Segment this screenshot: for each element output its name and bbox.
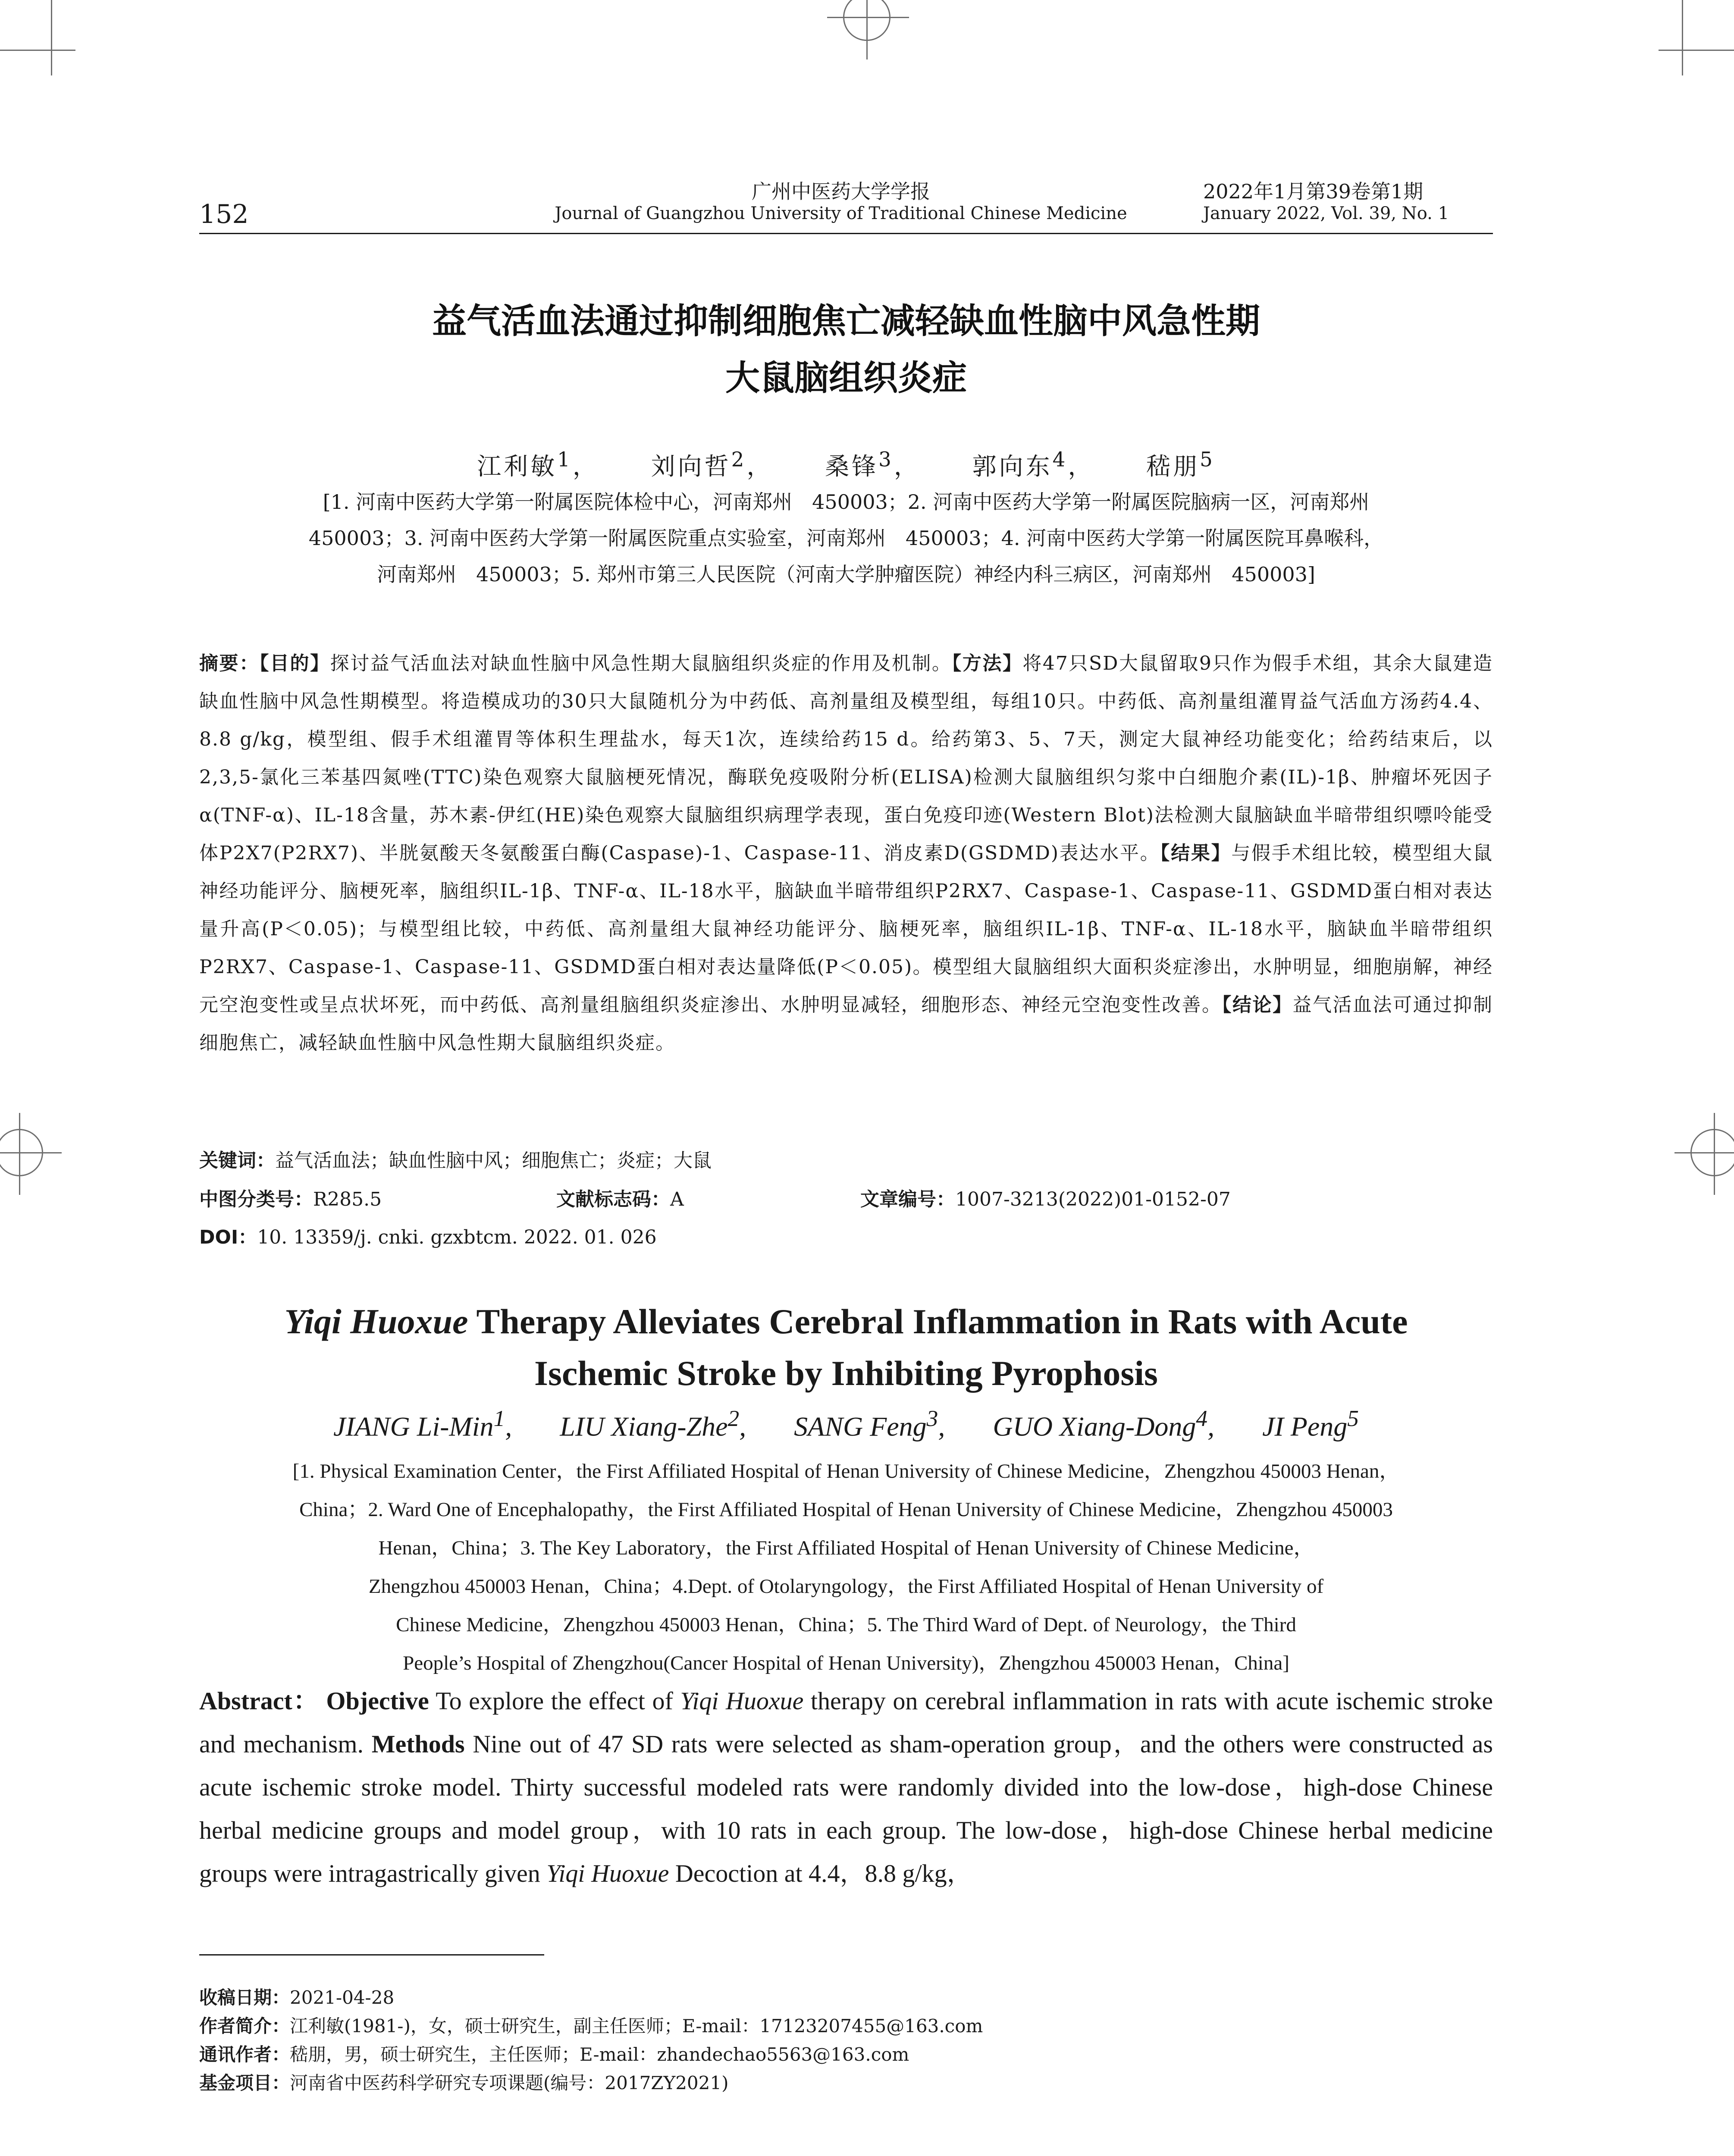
footnote-rule (199, 1954, 544, 1955)
footnotes (199, 1984, 1493, 2097)
footnote-text: 江利敏(1981-)，女，硕士研究生，副主任医师；E-mail：17123207455@163.com (290, 2015, 983, 2037)
methods-en-italic: Yiqi Huoxue (546, 1859, 669, 1887)
affiliation-line-en: Chinese Medicine，Zhengzhou 450003 Henan，China；5. The Third Ward of Dept. of Neurology，the Third (396, 1614, 1296, 1636)
author-name: 郭向东 (972, 453, 1053, 481)
title-cn-line1: 益气活血法通过抑制细胞焦亡减轻缺血性脑中风急性期 (432, 301, 1260, 341)
affiliation-line-en: Zhengzhou 450003 Henan，China；4.Dept. of Otolaryngology，the First Affiliated Hospital of Henan University of (368, 1575, 1324, 1598)
title-en-line1 (199, 1301, 1493, 1342)
registration-mark-left (0, 1129, 43, 1176)
crop-mark (1682, 0, 1683, 75)
author-name-en: SANG Feng (794, 1411, 927, 1442)
footnote-text: 2021-04-28 (290, 1987, 395, 2008)
affiliations-cn (199, 484, 1493, 592)
affiliation-line: 450003；3. 河南中医药大学第一附属医院重点实验室，河南郑州 450003；4. 河南中医药大学第一附属医院耳鼻喉科， (308, 526, 1384, 550)
page-number: 152 (199, 199, 249, 229)
registration-mark-top (843, 0, 891, 41)
author-name-en: GUO Xiang-Dong (993, 1411, 1196, 1442)
author-name-en: LIU Xiang-Zhe (560, 1411, 728, 1442)
title-cn-line2: 大鼠脑组织炎症 (725, 358, 967, 398)
footnote-received (199, 1984, 1493, 2012)
doi (199, 1222, 1493, 1249)
keywords-label: 关键词： (199, 1150, 275, 1172)
footnote-funding (199, 2069, 1493, 2097)
affiliations-en (199, 1452, 1493, 1683)
affiliation-line: [1. 河南中医药大学第一附属医院体检中心，河南郑州 450003；2. 河南中医药大学第一附属医院脑病一区，河南郑州 (323, 490, 1370, 514)
footnote-text: 嵇朋，男，硕士研究生，主任医师；E-mail：zhandechao5563@163.com (290, 2044, 909, 2065)
doc-code-label: 文献标志码： (556, 1188, 670, 1210)
affiliation-line-en: China；2. Ward One of Encephalopathy，the First Affiliated Hospital of Henan University of Chinese Medicine，Zhengzhou 450003 (299, 1498, 1393, 1521)
abstract-cn (199, 645, 1493, 1062)
crop-mark (1659, 50, 1734, 51)
authors-en: JIANG Li-Min$^1$, LIU Xiang-Zhe$^2$, SANG Feng$^3$, GUO Xiang-Dong$^4$, JI Peng$^5$ (333, 1405, 1359, 1442)
author-sup: 4 (1196, 1405, 1208, 1431)
issue-info-en: January 2022, Vol. 39, No. 1 (1203, 204, 1449, 223)
author-sup: 3 (926, 1405, 938, 1431)
doc-code-value: A (670, 1188, 684, 1210)
title-en-italic: Yiqi Huoxue (284, 1302, 468, 1341)
author-sup: 3 (878, 448, 894, 472)
methods-en-text: Nine out of 47 SD rats were selected as sham-operation group，and the others were constructed as acute ischemic stroke model. Thirty successful modeled rats were randomly divided into the low-dose，high-dose Chinese herbal medicine groups and model group，with 10 rats in each group. The low-dose，high-dose Chinese herbal medicine groups were intragastrically given (199, 1730, 1493, 1887)
document-code (556, 1184, 901, 1211)
footnote-author-bio (199, 2012, 1493, 2040)
author-name-en: JI Peng (1262, 1411, 1348, 1442)
footnote-label: 基金项目： (199, 2072, 290, 2093)
affiliation-line-en: People’s Hospital of Zhengzhou(Cancer Hospital of Henan University)，Zhengzhou 450003 Henan，China] (403, 1652, 1289, 1674)
footnote-text: 河南省中医药科学研究专项课题(编号：2017ZY2021) (290, 2072, 729, 2093)
keywords (199, 1145, 1493, 1172)
author-sup: 2 (731, 448, 747, 472)
author-name: 嵇朋 (1146, 453, 1200, 481)
abstract-label: 摘要： (199, 652, 260, 674)
journal-name-cn: 广州中医药大学学报 (752, 180, 930, 203)
author-sup: 1 (557, 448, 573, 472)
registration-mark-right (1690, 1129, 1734, 1176)
affiliation-line-en: Henan，China；3. The Key Laboratory，the First Affiliated Hospital of Henan University of Chinese Medicine， (378, 1537, 1314, 1559)
methods-text: 将47只SD大鼠留取9只作为假手术组，其余大鼠建造缺血性脑中风急性期模型。将造模成功的30只大鼠随机分为中药低、高剂量组及模型组，每组10只。中药低、高剂量组灌胃益气活血方汤药4.4、8.8 g/kg，模型组、假手术组灌胃等体积生理盐水，每天1次，连续给药15 d。给药第3、5、7天，测定大鼠神经功能变化；给药结束后，以2,3,5-氯化三苯基四氮唑(TTC)染色观察大鼠脑梗死情况，酶联免疫吸附分析(ELISA)检测大鼠脑组织匀浆中白细胞介素(IL)-1β、肿瘤坏死因子α(TNF-α)、IL-18含量，苏木素-伊红(HE)染色观察大鼠脑组织病理学表现，蛋白免疫印迹(Western Blot)法检测大鼠脑缺血半暗带组织嘌呤能受体P2X7(P2RX7)、半胱氨酸天冬氨酸蛋白酶(Caspase)-1、Caspase-11、消皮素D(GSDMD)表达水平。 (199, 652, 1493, 864)
title-en-text: Therapy Alleviates Cerebral Inflammation in Rats with Acute (468, 1302, 1408, 1341)
footnote-label: 作者简介： (199, 2015, 290, 2037)
abstract-en-label: Abstract： (199, 1687, 319, 1715)
footnote-label: 收稿日期： (199, 1987, 290, 2008)
title-en-line2: Ischemic Stroke by Inhibiting Pyrophosis (534, 1354, 1158, 1393)
conclusion-label: 【结论】 (1222, 994, 1293, 1016)
article-number-label: 文章编号： (860, 1188, 955, 1210)
author-sup: 5 (1200, 448, 1215, 472)
keywords-text: 益气活血法；缺血性脑中风；细胞焦亡；炎症；大鼠 (275, 1150, 712, 1172)
author-sup: 4 (1052, 448, 1068, 472)
author-name: 刘向哲 (651, 453, 731, 481)
author-sup: 5 (1347, 1405, 1359, 1431)
author-sup: 2 (727, 1405, 740, 1431)
issue-info-cn: 2022年1月第39卷第1期 (1203, 180, 1424, 203)
author-name: 江利敏 (477, 453, 558, 481)
article-number-value: 1007-3213(2022)01-0152-07 (955, 1188, 1231, 1210)
author-sup: 1 (493, 1405, 505, 1431)
results-text: 与假手术组比较，模型组大鼠神经功能评分、脑梗死率，脑组织IL-1β、TNF-α、IL-18水平，脑缺血半暗带组织P2RX7、Caspase-1、Caspase-11、GSDMD蛋白相对表达量升高(P＜0.05)；与模型组比较，中药低、高剂量组大鼠神经功能评分、脑梗死率，脑组织IL-1β、TNF-α、IL-18水平，脑缺血半暗带组织P2RX7、Caspase-1、Caspase-11、GSDMD蛋白相对表达量降低(P＜0.05)。模型组大鼠脑组织大面积炎症渗出，水肿明显，细胞崩解，神经元空泡变性或呈点状坏死，而中药低、高剂量组脑组织炎症渗出、水肿明显减轻，细胞形态、神经元空泡变性改善。 (199, 842, 1493, 1016)
author-name-en: JIANG Li-Min (333, 1411, 494, 1442)
objective-en-text: To explore the effect of (429, 1687, 680, 1715)
conclusion-text: 益气活血法可通过抑制细胞焦亡，减轻缺血性脑中风急性期大鼠脑组织炎症。 (199, 994, 1493, 1054)
doi-label: DOI： (199, 1226, 257, 1248)
journal-name-en: Journal of Guangzhou University of Traditional Chinese Medicine (555, 204, 1127, 223)
objective-en-italic: Yiqi Huoxue (680, 1687, 804, 1715)
objective-label: 【目的】 (259, 652, 330, 674)
footnote-label: 通讯作者： (199, 2044, 290, 2065)
methods-label: 【方法】 (952, 652, 1023, 674)
affiliation-line-en: [1. Physical Examination Center，the First Affiliated Hospital of Henan University of Chinese Medicine，Zhengzhou 450003 Henan， (292, 1460, 1400, 1482)
methods-en-label: Methods (371, 1730, 465, 1758)
crop-mark (0, 50, 75, 51)
crop-mark (51, 0, 52, 75)
article-number (860, 1184, 1464, 1211)
objective-text: 探讨益气活血法对缺血性脑中风急性期大鼠脑组织炎症的作用及机制。 (330, 652, 952, 674)
results-label: 【结果】 (1160, 842, 1232, 864)
doi-value: 10. 13359/j. cnki. gzxbtcm. 2022. 01. 026 (257, 1226, 657, 1248)
authors-cn: 江利敏$^1$， 刘向哲$^2$， 桑锋$^3$， 郭向东$^4$， 嵇朋$^5$ (477, 448, 1215, 481)
affiliation-line: 河南郑州 450003；5. 郑州市第三人民医院（河南大学肿瘤医院）神经内科三病区，河南郑州 450003] (377, 563, 1315, 586)
methods-en-text: Decoction at 4.4，8.8 g/kg， (669, 1859, 972, 1887)
objective-en-text: therapy on cerebral inflammation in rats with acute ischemic stroke and mechanism. (199, 1687, 1493, 1758)
objective-en-label: Objective (326, 1687, 429, 1715)
footnote-corresponding (199, 2040, 1493, 2069)
abstract-en (199, 1680, 1493, 1895)
header-rule (199, 233, 1493, 234)
author-name: 桑锋 (825, 453, 879, 481)
clc-label: 中图分类号： (199, 1188, 313, 1210)
clc-value: R285.5 (313, 1188, 382, 1210)
